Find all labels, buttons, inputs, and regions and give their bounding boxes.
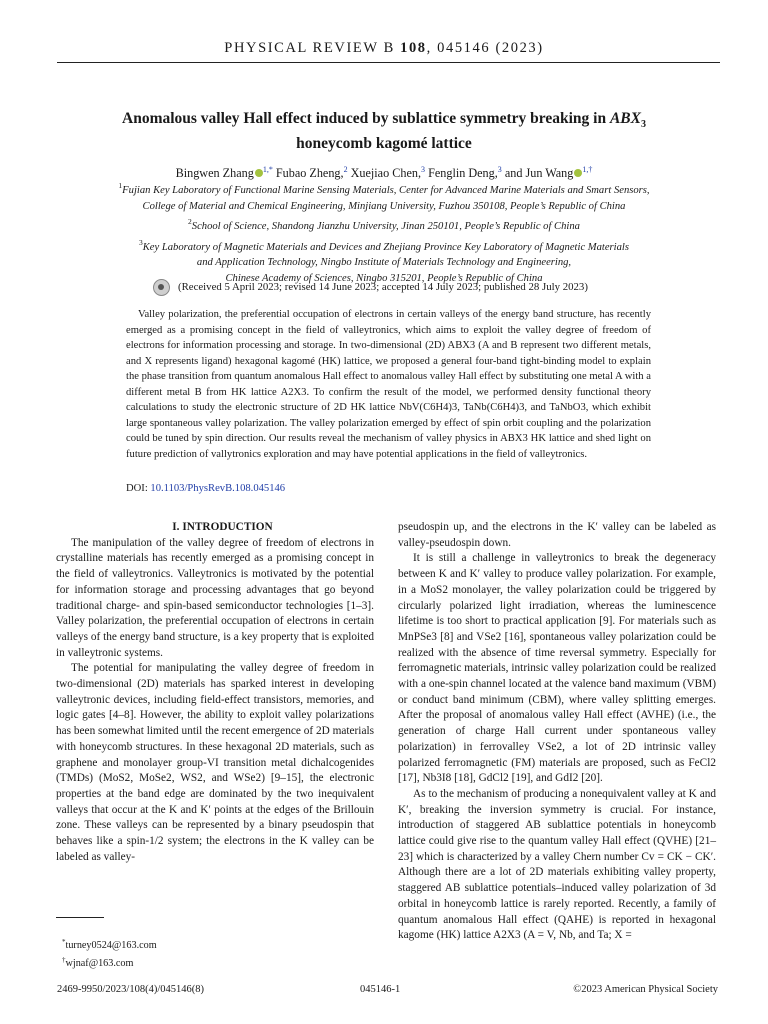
- affil-text: Key Laboratory of Magnetic Materials and Devices and Zhejiang Province Key Laboratory of Magnetic Materials: [142, 241, 629, 253]
- affiliation-line: [40, 214, 728, 235]
- abstract: Valley polarization, the preferential occupation of electrons in certain valleys of the energy band structure, has recently emerged as a promising concept in the field of valleytronics, which aims to exploit the valley degree of freedom of electrons for information processing and storage. In two-dimensional (2D) ABX3 (A and B represent two different metals, and X represents ligand) hexagonal kagomé (HK) lattice, we proposed a general four-band tight-binding model to explain the phase transition from quantum anomalous Hall effect to anomalous valley Hall effect by substituting one metal A with a different metal B from HK lattice A2X3. To confirm the result of the model, we performed density functional theory calculations to study the electronic structure of 2D HK lattice NbV(C6H4)3, TaNb(C6H4)3, and TaNbO3, which exhibit large spontaneous valley polarization. The valley polarization emerged by effect of spin orbit coupling and the polarization could be tuned by spin direction. Our results reveal the mechanism of valley physics in ABX3 HK lattice and shed light on future prediction of vallytronics exploration and may have potential applications in the field of valleytronics.: [126, 309, 651, 460]
- affil-text: Chinese Academy of Sciences, Ningbo 315201, People’s Republic of China: [225, 272, 543, 284]
- author-affil-mark[interactable]: 1,†: [582, 165, 593, 174]
- footnotes: [62, 935, 157, 971]
- journal-name: PHYSICAL REVIEW B: [224, 40, 395, 56]
- footnote-mark: *: [62, 938, 66, 946]
- footer-page-number: 045146-1: [360, 984, 401, 995]
- article-number: , 045146 (2023): [426, 40, 544, 56]
- affil-number: 2: [188, 217, 192, 227]
- author-affil-mark[interactable]: 2: [343, 165, 348, 174]
- journal-volume: 108: [400, 40, 427, 56]
- footnote: [62, 935, 157, 953]
- footer-copyright: ©2023 American Physical Society: [573, 984, 718, 995]
- check-for-updates-icon[interactable]: [153, 279, 170, 296]
- paragraph: It is still a challenge in valleytronics to break the degeneracy between K and K′ valley to produce valley polarization. For example, in a MoS2 monolayer, the valley polarization could be triggered by circularly polarized light irradiation, whereas the luminescence lifetime is too short to practical application [9]. For materials such as MnPSe3 [8] and VSe2 [16], spontaneous valley polarization could be realized with the absence of time reversal symmetry. Especially for ferromagnetic materials, intrinsic valley polarization could be realized with a one-spin channel located at the valence band maximum (VBM) or conduct band minimum (CBM), where valley splitting emerges. After the proposal of anomalous valley Hall effect (AVHE) (i.e., the generation of charge Hall current under spontaneous valley polarization) in ferrovalley VSe2, a lot of 2D intrinsic valley polarized ferromagnetic (FM) materials are proposed, such as FeCl2 [17], Nb3I8 [18], GdCl2 [19], and GdI2 [20].: [398, 552, 716, 785]
- affiliations: [40, 178, 728, 287]
- doi-line: [126, 483, 285, 494]
- title-formula-sub: 3: [640, 119, 646, 131]
- affiliation-line: [40, 235, 728, 256]
- footnote-rule: [56, 917, 104, 918]
- author: Fubao Zheng,: [275, 166, 344, 180]
- header-rule: [57, 62, 720, 63]
- affil-text: College of Material and Chemical Engineering, Minjiang University, Fuzhou 350108, People’s Republic of China: [142, 200, 626, 212]
- received-dates: (Received 5 April 2023; revised 14 June 2023; accepted 14 July 2023; published 28 July 2023): [178, 281, 588, 293]
- author-affil-mark[interactable]: 1,*: [262, 165, 273, 174]
- doi-link[interactable]: 10.1103/PhysRevB.108.045146: [150, 483, 286, 494]
- affil-number: 1: [118, 181, 123, 190]
- author-affil-mark[interactable]: 3: [421, 165, 426, 174]
- affiliation-line: [40, 199, 728, 215]
- paragraph: The manipulation of the valley degree of freedom of electrons in crystalline materials has recently emerged as a promising concept in the field of valleytronics. Valleytronics is motivated by the potential for information storage and processing advantages that go beyond traditional charge- and spin-based semiconductor technologies [1–3]. Valley polarization, the preferential occupation of electrons in certain valleys of the energy band structure, is a key property that is exploited in valleytronic systems.: [56, 536, 374, 659]
- affil-text: Fujian Key Laboratory of Functional Marine Sensing Materials, Center for Advanced Marine Materials and Smart Sensors,: [122, 185, 650, 196]
- title-formula: ABX: [609, 110, 641, 127]
- author: Xuejiao Chen,: [350, 166, 422, 180]
- doi-label: DOI:: [126, 483, 151, 494]
- affil-text: School of Science, Shandong Jianzhu University, Jinan 250101, People’s Republic of China: [191, 221, 580, 233]
- affiliation-line: [40, 255, 728, 271]
- journal-header: [0, 40, 768, 57]
- footer-issn: 2469-9950/2023/108(4)/045146(8): [57, 984, 204, 995]
- paragraph: pseudospin up, and the electrons in the K′ valley can be labeled as valley-pseudospin down.: [398, 521, 716, 549]
- footnote: [62, 953, 157, 971]
- orcid-icon[interactable]: [255, 169, 263, 177]
- footnote-mark: †: [62, 956, 66, 964]
- affil-text: and Application Technology, Ningbo Institute of Materials Technology and Engineering,: [196, 257, 572, 269]
- footnote-email[interactable]: turney0524@163.com: [65, 940, 157, 951]
- paragraph: As to the mechanism of producing a nonequivalent valley at K and K′, breaking the inversion symmetry is crucial. For instance, introduction of staggered AB sublattice potentials in honeycomb lattice could give rise to the quantum valley Hall effect (QVHE) [21–23] which is characterized by a valley Chern number Cv = CK − CK′. Although there are a lot of 2D materials exhibiting valley property, staggered AB sublattice potentials–induced valley polarization of 3d orbital in honeycomb lattice is rarely reported. Recently, a family of quantum anomalous Hall effect (QAHE) is reported in hexagonal kagome (HK) lattice A2X3 (A = V, Nb, and Ta; X =: [398, 787, 716, 942]
- author-affil-mark[interactable]: 3: [497, 165, 502, 174]
- title-line-1: Anomalous valley Hall effect induced by sublattice symmetry breaking in: [122, 110, 610, 127]
- author: Fenglin Deng,: [428, 166, 498, 180]
- author: and Jun Wang: [504, 166, 574, 180]
- paper-title: [100, 109, 668, 153]
- column-left: [56, 520, 374, 865]
- affiliation-line: [40, 178, 728, 199]
- section-heading: I. INTRODUCTION: [172, 521, 273, 533]
- title-line-2: honeycomb kagomé lattice: [296, 135, 472, 153]
- footnote-email[interactable]: wjnaf@163.com: [65, 958, 134, 969]
- author[interactable]: Bingwen Zhang: [175, 166, 254, 180]
- column-right: [398, 520, 716, 944]
- paragraph: The potential for manipulating the valley degree of freedom in two-dimensional (2D) materials has sparked interest in developing valleytronic devices, including field-effect transistors, memories, and logic gates [4–8]. However, the ability to exploit valley polarizations has been somewhat limited until the recent emergence of 2D materials with honeycomb structures. In these hexagonal 2D materials, such as graphene and monolayer group-VI transition metal dichalcogenides (TMDs) (MoS2, MoSe2, WS2, and WSe2) [9–15], the electronic properties at the band edge are dominated by the two inequivalent valleys that occur at the K and K′ points at the edges of the Brillouin zone. These valleys can be represented by a binary pseudospin that behaves like a spin-1/2 system; the electrons in the K valley can be labeled as valley-: [56, 662, 374, 863]
- affil-number: 3: [138, 237, 143, 247]
